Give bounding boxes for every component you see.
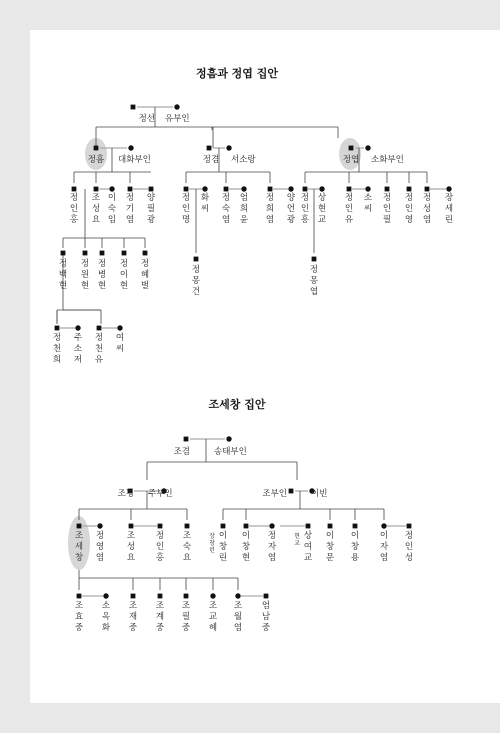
person-name-e5: 조 필 중 bbox=[181, 601, 191, 633]
male-marker bbox=[77, 524, 82, 529]
male-marker bbox=[72, 187, 77, 192]
person-name-e7: 조 월 염 bbox=[233, 601, 243, 633]
female-marker bbox=[75, 325, 80, 330]
female-marker bbox=[109, 186, 114, 191]
person-name-c18: 정 성 염 bbox=[422, 193, 432, 225]
person-name-d10: 이 창 문 bbox=[325, 531, 335, 563]
person-name-d4: 정 인 홍 bbox=[155, 531, 165, 563]
person-name-c1: 정 인 홍 bbox=[69, 193, 79, 225]
male-marker bbox=[425, 187, 430, 192]
male-marker bbox=[97, 326, 102, 331]
person-name-e6: 조 교 혜 bbox=[208, 601, 218, 633]
male-marker bbox=[224, 187, 229, 192]
person-name-sohwabuin: 소화부인 bbox=[371, 155, 404, 165]
female-marker bbox=[226, 436, 231, 441]
male-marker bbox=[131, 594, 136, 599]
person-name-jobuin: 조부인 bbox=[262, 489, 287, 499]
person-name-jeongseon: 정선 bbox=[138, 114, 155, 124]
person-name-c10: 정 희 염 bbox=[265, 193, 275, 225]
person-name-c17: 정 인 영 bbox=[404, 193, 414, 225]
person-name-gy: 정 몽 엽 bbox=[309, 265, 319, 297]
male-marker bbox=[184, 437, 189, 442]
person-name-c2: 조 성 요 bbox=[91, 193, 101, 225]
female-marker bbox=[202, 186, 207, 191]
female-marker bbox=[241, 186, 246, 191]
male-marker bbox=[207, 146, 212, 151]
person-markers bbox=[52, 104, 452, 598]
person-name-gg: 정 몽 건 bbox=[191, 265, 201, 297]
person-name-daehwabuin: 대화부인 bbox=[118, 155, 151, 165]
male-marker bbox=[158, 524, 163, 529]
male-marker bbox=[100, 251, 105, 256]
male-marker bbox=[264, 594, 269, 599]
person-name-d5: 조 숙 요 bbox=[182, 531, 192, 563]
person-name-d12: 이 자 염 bbox=[379, 531, 389, 563]
male-marker bbox=[385, 187, 390, 192]
person-name-h2: 주 소 저 bbox=[73, 333, 83, 365]
person-name-d7: 이 창 현 bbox=[241, 531, 251, 563]
person-name-c6: 정 인 명 bbox=[181, 193, 191, 225]
female-marker bbox=[288, 186, 293, 191]
male-marker bbox=[221, 524, 226, 529]
person-name-c5: 양 필 광 bbox=[146, 193, 156, 225]
person-name-jubuin: 주부인 bbox=[148, 489, 173, 499]
person-name-c19: 장 세 린 bbox=[444, 193, 454, 225]
male-marker bbox=[131, 105, 136, 110]
male-marker bbox=[149, 187, 154, 192]
person-name-c3: 이 숙 임 bbox=[107, 193, 117, 225]
female-marker bbox=[97, 523, 102, 528]
person-name-h3: 정 천 유 bbox=[94, 333, 104, 365]
male-marker bbox=[184, 187, 189, 192]
male-marker bbox=[77, 594, 82, 599]
note-d6: 장 창 린 bbox=[209, 533, 215, 554]
person-name-songtaebuin: 송태부인 bbox=[214, 447, 247, 457]
person-name-ibin: 이빈 bbox=[311, 489, 328, 499]
person-name-h4: 여 씨 bbox=[115, 333, 125, 354]
person-name-e2: 소 옥 화 bbox=[101, 601, 111, 633]
male-marker bbox=[122, 251, 127, 256]
male-marker bbox=[244, 524, 249, 529]
person-name-yubuin: 유부인 bbox=[165, 114, 190, 124]
male-marker bbox=[347, 187, 352, 192]
female-marker bbox=[381, 523, 386, 528]
male-marker bbox=[312, 257, 317, 262]
person-name-jojeong: 조정 bbox=[117, 489, 134, 499]
male-marker bbox=[94, 187, 99, 192]
female-marker bbox=[446, 186, 451, 191]
male-marker bbox=[184, 594, 189, 599]
female-marker bbox=[365, 186, 370, 191]
person-name-jeongheum: 정흠 bbox=[87, 155, 105, 165]
person-name-c8: 정 숙 염 bbox=[221, 193, 231, 225]
person-name-e1: 조 효 중 bbox=[74, 601, 84, 633]
person-name-d2: 정 영 염 bbox=[95, 531, 105, 563]
person-name-c9: 엄 희 윤 bbox=[239, 193, 249, 225]
female-marker bbox=[365, 145, 370, 150]
person-name-e8: 엄 남 중 bbox=[261, 601, 271, 633]
person-name-d3: 조 성 요 bbox=[126, 531, 136, 563]
person-name-d9: 상 여 교 bbox=[303, 531, 313, 563]
person-name-d6: 이 창 린 bbox=[218, 531, 228, 563]
male-marker bbox=[128, 187, 133, 192]
female-marker bbox=[235, 593, 240, 598]
person-name-c4: 정 기 염 bbox=[125, 193, 135, 225]
person-name-h1: 정 천 희 bbox=[52, 333, 62, 365]
male-marker bbox=[185, 524, 190, 529]
male-marker bbox=[303, 187, 308, 192]
person-name-c13: 상 현 교 bbox=[317, 193, 327, 225]
title-jo-family: 조세창 집안 bbox=[208, 398, 266, 411]
male-marker bbox=[306, 524, 311, 529]
person-name-g1: 정 백 현 bbox=[58, 259, 68, 291]
person-name-e4: 조 계 중 bbox=[155, 601, 165, 633]
person-name-g3: 정 병 현 bbox=[97, 259, 107, 291]
female-marker bbox=[117, 325, 122, 330]
person-name-c16: 정 인 필 bbox=[382, 193, 392, 225]
person-name-e3: 조 재 중 bbox=[128, 601, 138, 633]
person-name-g5: 정 혜 벌 bbox=[140, 259, 150, 291]
person-name-d1: 조 세 창 bbox=[74, 531, 84, 563]
person-name-d8: 정 자 염 bbox=[267, 531, 277, 563]
male-marker bbox=[61, 251, 66, 256]
male-marker bbox=[349, 146, 354, 151]
title-jeong-family: 정흠과 정엽 집안 bbox=[195, 67, 279, 80]
female-marker bbox=[174, 104, 179, 109]
male-marker bbox=[268, 187, 273, 192]
person-name-c14: 정 인 유 bbox=[344, 193, 354, 225]
male-marker bbox=[194, 257, 199, 262]
male-marker bbox=[83, 251, 88, 256]
female-marker bbox=[226, 145, 231, 150]
female-marker bbox=[103, 593, 108, 598]
male-marker bbox=[158, 594, 163, 599]
highlight-jeongyeop bbox=[339, 138, 361, 170]
male-marker bbox=[143, 251, 148, 256]
female-marker bbox=[210, 593, 215, 598]
person-name-c15: 소 씨 bbox=[363, 193, 373, 214]
male-marker bbox=[94, 146, 99, 151]
male-marker bbox=[407, 524, 412, 529]
person-name-jeonggyeom: 정겸 bbox=[202, 155, 220, 165]
male-marker bbox=[129, 524, 134, 529]
person-name-d11: 이 창 용 bbox=[350, 531, 360, 563]
female-marker bbox=[269, 523, 274, 528]
person-name-jeongyeop: 정엽 bbox=[342, 155, 360, 165]
person-name-d13: 정 인 성 bbox=[404, 531, 414, 563]
male-marker bbox=[407, 187, 412, 192]
male-marker bbox=[328, 524, 333, 529]
female-marker bbox=[128, 145, 133, 150]
male-marker bbox=[353, 524, 358, 529]
person-name-g4: 정 이 현 bbox=[119, 259, 129, 291]
male-marker bbox=[289, 489, 294, 494]
male-marker bbox=[55, 326, 60, 331]
person-name-g2: 정 원 현 bbox=[80, 259, 90, 291]
person-name-seosorang: 서소랑 bbox=[231, 155, 256, 165]
person-name-c12: 정 인 흥 bbox=[300, 193, 310, 225]
female-marker bbox=[319, 186, 324, 191]
person-name-c11: 양 언 광 bbox=[286, 193, 296, 225]
person-name-jogyeom: 조겸 bbox=[173, 447, 190, 457]
person-name-c7: 화 씨 bbox=[200, 193, 210, 214]
note-d9: 현 교 bbox=[294, 533, 300, 547]
